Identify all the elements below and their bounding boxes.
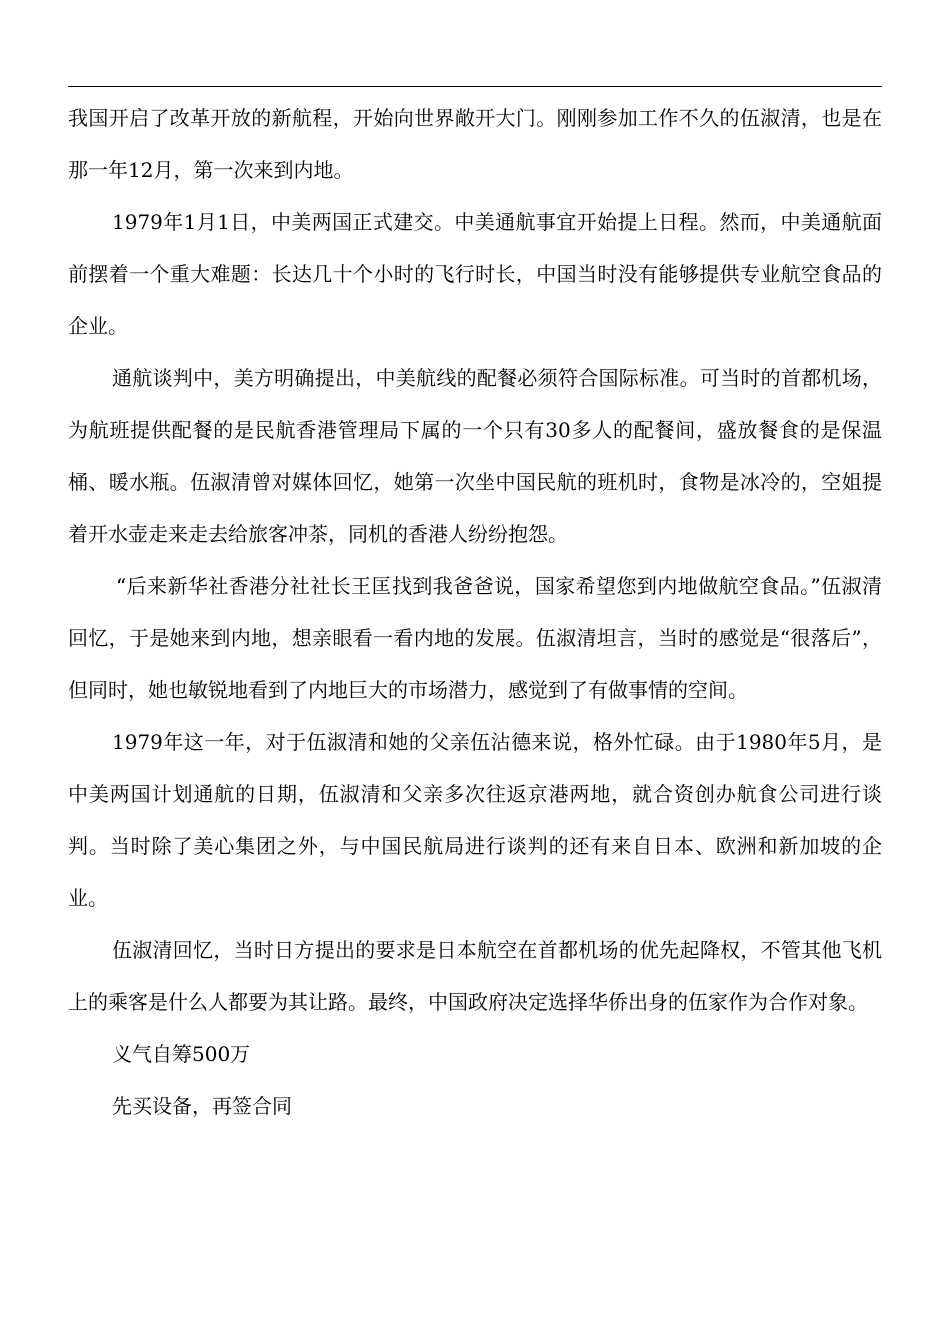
paragraph-5: 1979年这一年，对于伍淑清和她的父亲伍沾德来说，格外忙碌。由于1980年5月，是中美两国计划通航的日期，伍淑清和父亲多次往返京港两地，就合资创办航食公司进行谈判。当时除了美心集团之外，与中国民航局进行谈判的还有来自日本、欧洲和新加坡的企业。 xyxy=(68,730,882,910)
paragraph-4: “后来新华社香港分社社长王匡找到我爸爸说，国家希望您到内地做航空食品。”伍淑清回忆，于是她来到内地，想亲眼看一看内地的发展。伍淑清坦言，当时的感觉是“很落后”，但同时，她也敏锐地看到了内地巨大的市场潜力，感觉到了有做事情的空间。 xyxy=(68,574,882,702)
section-heading-2: 先买设备，再签合同 xyxy=(112,1094,292,1118)
section-heading-1: 义气自筹500万 xyxy=(112,1042,251,1066)
header-rule xyxy=(68,86,882,87)
paragraph-2: 1979年1月1日，中美两国正式建交。中美通航事宜开始提上日程。然而，中美通航面前摆着一个重大难题：长达几十个小时的飞行时长，中国当时没有能够提供专业航空食品的企业。 xyxy=(68,210,882,338)
paragraph-6: 伍淑清回忆，当时日方提出的要求是日本航空在首都机场的优先起降权，不管其他飞机上的乘客是什么人都要为其让路。最终，中国政府决定选择华侨出身的伍家作为合作对象。 xyxy=(68,938,882,1014)
paragraph-3: 通航谈判中，美方明确提出，中美航线的配餐必须符合国际标准。可当时的首都机场，为航班提供配餐的是民航香港管理局下属的一个只有30多人的配餐间，盛放餐食的是保温桶、暖水瓶。伍淑清曾对媒体回忆，她第一次坐中国民航的班机时，食物是冰冷的，空姐提着开水壶走来走去给旅客冲茶，同机的香港人纷纷抱怨。 xyxy=(68,366,882,546)
article-body xyxy=(68,92,882,1132)
paragraph-1: 我国开启了改革开放的新航程，开始向世界敞开大门。刚刚参加工作不久的伍淑清，也是在那一年12月，第一次来到内地。 xyxy=(68,106,882,182)
